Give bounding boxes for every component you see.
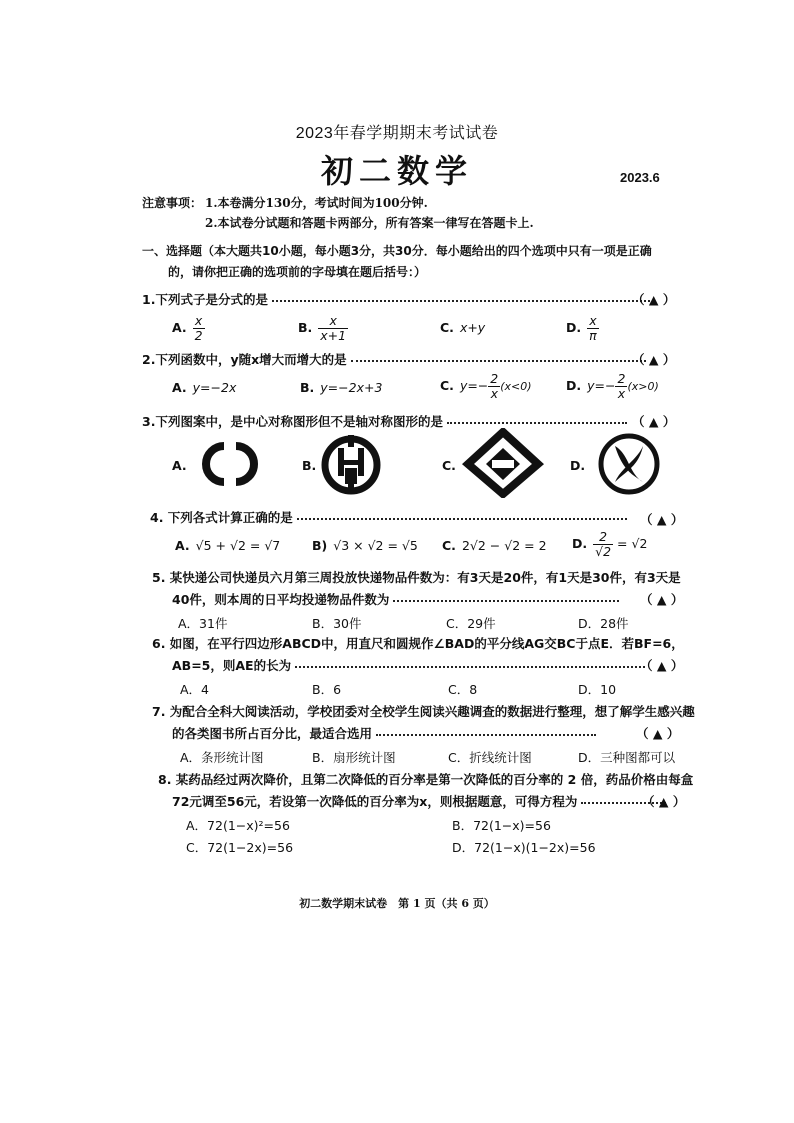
- q7-line2: 的各类图书所占百分比，最适合选用: [172, 724, 600, 742]
- q3-answer-mark: （ ▲ ）: [632, 414, 676, 429]
- q4-option-b: B) √3 × √2 = √5: [312, 538, 418, 553]
- q3-label-d: D.: [570, 458, 586, 473]
- q5-option-d: D．28件: [578, 616, 629, 631]
- notice-label: 注意事项：: [142, 196, 203, 210]
- notice-item-2: 2.本试卷分试题和答题卡两部分，所有答案一律写在答题卡上.: [205, 216, 534, 230]
- q4-option-d: D. $\frac{2}{√2}$ = √2: [572, 529, 648, 559]
- q4-stem: 4. 下列各式计算正确的是: [150, 508, 631, 526]
- q2-option-c: C. y=− $\frac{2}{x}$ (x<0): [440, 371, 532, 401]
- q8-option-d: D．72(1−x)(1−2x)=56: [452, 840, 596, 855]
- q6-option-b: B．6: [312, 682, 342, 697]
- q8-option-c: C．72(1−2x)=56: [186, 840, 294, 855]
- subject-title: 初二数学: [320, 152, 473, 190]
- q4-option-a: A. √5 + √2 = √7: [175, 538, 281, 553]
- dot-leader: [295, 666, 645, 668]
- q1-option-c: C. x+y: [440, 320, 486, 335]
- q2-option-a: A. y=−2x: [172, 380, 237, 395]
- q5-line1: 5. 某快递公司快递员六月第三周投放快递物品件数为：有3天是20件，有1天是30件，有3天是: [152, 570, 681, 585]
- page-footer: 初二数学期末试卷 第 1 页（共 6 页）: [299, 897, 495, 910]
- q3-label-c: C.: [442, 458, 456, 473]
- q5-option-b: B．30件: [312, 616, 362, 631]
- q1-stem: 1.下列式子是分式的是: [142, 290, 654, 308]
- q7-option-b: B．扇形统计图: [312, 750, 396, 765]
- q7-option-a: A．条形统计图: [180, 750, 264, 765]
- q6-line2: AB=5，则AE的长为: [172, 656, 649, 674]
- dot-leader: [297, 518, 627, 520]
- dot-leader: [393, 600, 619, 602]
- diamond-logo-icon: [462, 428, 544, 498]
- q4-answer-mark: （ ▲ ）: [640, 512, 684, 527]
- q1-option-b: B. $\frac{x}{x+1}$: [298, 313, 347, 343]
- q6-answer-mark: （ ▲ ）: [640, 658, 684, 673]
- q7-line1: 7. 为配合全科大阅读活动，学校团委对全校学生阅读兴趣调查的数据进行整理，想了解学生感兴趣: [152, 704, 695, 719]
- exam-title: 2023年春学期期末考试试卷: [295, 125, 499, 142]
- section-heading-line2: 的，请你把正确的选项前的字母填在题后括号：）: [168, 265, 427, 279]
- exam-date: 2023.6: [620, 170, 660, 185]
- q7-option-d: D．三种图都可以: [578, 750, 676, 765]
- q1-option-a: A. $\frac{x}{2}$: [172, 313, 203, 343]
- q2-answer-mark: （ ▲ ）: [632, 352, 676, 367]
- notice-item-1: 1.本卷满分130分，考试时间为100分钟.: [205, 196, 428, 210]
- section-heading-line1: 一、选择题（本大题共10小题，每小题3分，共30分．每小题给出的四个选项中只有一项是正确: [142, 244, 652, 258]
- dot-leader: [447, 422, 627, 424]
- double-c-logo-icon: [192, 436, 268, 492]
- dot-leader: [351, 360, 646, 362]
- dot-leader: [272, 300, 650, 302]
- q2-stem: 2.下列函数中，y随x增大而增大的是: [142, 350, 650, 368]
- q8-option-a: A．72(1−x)²=56: [186, 818, 290, 833]
- q8-line1: 8. 某药品经过两次降价，且第二次降低的百分率是第一次降低的百分率的 2 倍，药品价格由每盒: [158, 772, 694, 787]
- bank-logo-icon: [318, 434, 384, 496]
- q5-option-a: A．31件: [178, 616, 228, 631]
- q4-option-c: C. 2√2 − √2 = 2: [442, 538, 547, 553]
- q6-option-a: A．4: [180, 682, 210, 697]
- q6-option-d: D．10: [578, 682, 617, 697]
- q1-answer-mark: （ ▲ ）: [632, 292, 676, 307]
- q8-answer-mark: （ ▲ ）: [642, 794, 686, 809]
- q7-answer-mark: （ ▲ ）: [636, 726, 680, 741]
- q5-answer-mark: （ ▲ ）: [640, 592, 684, 607]
- q7-option-c: C．折线统计图: [448, 750, 532, 765]
- q2-option-b: B. y=−2x+3: [300, 380, 383, 395]
- q6-option-c: C．8: [448, 682, 478, 697]
- q8-option-b: B．72(1−x)=56: [452, 818, 551, 833]
- q5-option-c: C．29件: [446, 616, 496, 631]
- q5-line2: 40件，则本周的日平均投递物品件数为: [172, 590, 623, 608]
- q3-label-b: B.: [302, 458, 317, 473]
- q3-stem: 3.下列图案中，是中心对称图形但不是轴对称图形的是: [142, 412, 631, 430]
- q2-option-d: D. y=− $\frac{2}{x}$ (x>0): [566, 371, 659, 401]
- dot-leader: [376, 734, 596, 736]
- q6-line1: 6. 如图，在平行四边形ABCD中，用直尺和圆规作∠BAD的平分线AG交BC于点E．若BF=6，: [152, 636, 684, 651]
- circular-swirl-logo-icon: [597, 432, 661, 496]
- q8-line2: 72元调至56元，若设第一次降低的百分率为x，则根据题意，可得方程为: [172, 792, 670, 810]
- q3-label-a: A.: [172, 458, 187, 473]
- q1-option-d: D. $\frac{x}{\pi}$: [566, 313, 597, 343]
